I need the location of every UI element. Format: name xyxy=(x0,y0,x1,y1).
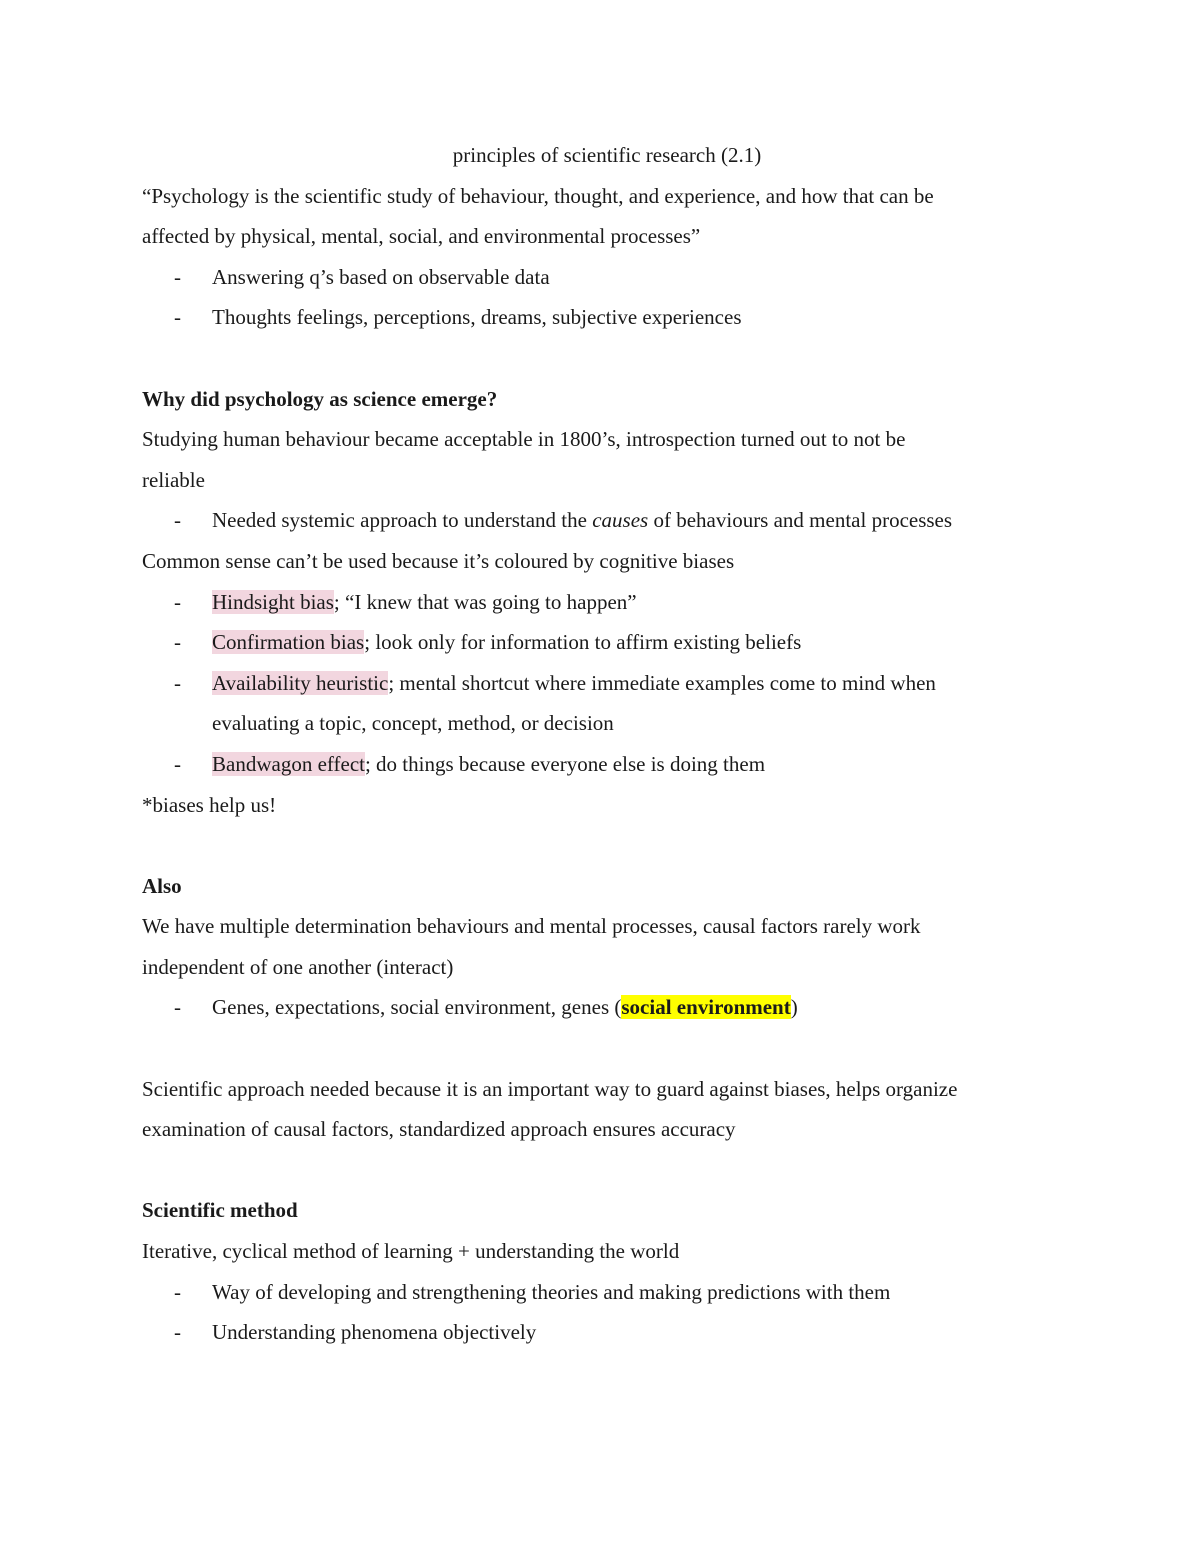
list-item-text: Way of developing and strengthening theories and making predictions with them xyxy=(212,1279,891,1304)
spacer xyxy=(142,825,1072,866)
list-item-text: of behaviours and mental processes xyxy=(648,508,953,533)
bullet-dash: - xyxy=(174,1320,181,1345)
bias-description-continued: evaluating a topic, concept, method, or decision xyxy=(212,711,614,736)
list-item xyxy=(142,1312,1072,1353)
spacer xyxy=(142,1150,1072,1191)
section-heading: Scientific method xyxy=(142,1198,298,1223)
bias-item xyxy=(142,622,1072,663)
list-item-text: Genes, expectations, social environment, genes ( xyxy=(212,995,622,1020)
document-page xyxy=(142,135,1072,1353)
paragraph-line: independent of one another (interact) xyxy=(142,954,454,979)
bullet-dash: - xyxy=(174,264,181,289)
list-item-text: Answering q’s based on observable data xyxy=(212,264,550,289)
definition-quote-line-2: affected by physical, mental, social, and environmental processes” xyxy=(142,224,701,249)
bias-description: ; look only for information to affirm existing beliefs xyxy=(364,630,802,655)
paragraph-line: Studying human behaviour became acceptable in 1800’s, introspection turned out to not be xyxy=(142,427,906,452)
bullet-dash: - xyxy=(174,589,181,614)
section-heading: Also xyxy=(142,873,182,898)
highlighted-term: Hindsight bias xyxy=(212,589,334,614)
bullet-dash: - xyxy=(174,995,181,1020)
bias-item xyxy=(142,744,1072,785)
bullet-dash: - xyxy=(174,751,181,776)
bullet-dash: - xyxy=(174,630,181,655)
list-item-text: Thoughts feelings, perceptions, dreams, subjective experiences xyxy=(212,305,742,330)
document-title: principles of scientific research (2.1) xyxy=(452,143,762,167)
bias-item xyxy=(142,582,1072,623)
highlighted-term: Confirmation bias xyxy=(212,630,365,655)
definition-quote-line-1: “Psychology is the scientific study of behaviour, thought, and experience, and how that can be xyxy=(142,183,934,208)
paragraph-line: Iterative, cyclical method of learning + understanding the world xyxy=(142,1239,680,1264)
bullet-dash: - xyxy=(174,670,181,695)
bias-description: ; “I knew that was going to happen” xyxy=(333,589,637,614)
bullet-dash: - xyxy=(174,508,181,533)
paragraph-line: Common sense can’t be used because it’s coloured by cognitive biases xyxy=(142,548,735,573)
spacer xyxy=(142,338,1072,379)
highlighted-term: social environment xyxy=(621,995,791,1020)
paragraph-line: Scientific approach needed because it is an important way to guard against biases, helps organize xyxy=(142,1076,958,1101)
list-item-text: ) xyxy=(790,995,798,1020)
bias-description: ; mental shortcut where immediate examples come to mind when xyxy=(388,670,936,695)
emphasis-text: causes xyxy=(592,508,649,533)
bias-item xyxy=(142,663,1072,704)
highlighted-term: Availability heuristic xyxy=(212,670,389,695)
paragraph-line: We have multiple determination behaviours and mental processes, causal factors rarely work xyxy=(142,914,921,939)
section-heading: Why did psychology as science emerge? xyxy=(142,386,498,411)
list-item xyxy=(142,987,1072,1028)
list-item xyxy=(142,500,1072,541)
spacer xyxy=(142,1028,1072,1069)
list-item-text: Needed systemic approach to understand the xyxy=(212,508,593,533)
paragraph-line: reliable xyxy=(142,467,205,492)
list-item xyxy=(142,297,1072,338)
list-item xyxy=(142,257,1072,298)
bullet-dash: - xyxy=(174,1279,181,1304)
paragraph-line: examination of causal factors, standardized approach ensures accuracy xyxy=(142,1117,736,1142)
list-item-text: Understanding phenomena objectively xyxy=(212,1320,537,1345)
bullet-dash: - xyxy=(174,305,181,330)
list-item xyxy=(142,1272,1072,1313)
note-line: *biases help us! xyxy=(142,792,277,817)
highlighted-term: Bandwagon effect xyxy=(212,751,365,776)
bias-description: ; do things because everyone else is doing them xyxy=(364,751,766,776)
